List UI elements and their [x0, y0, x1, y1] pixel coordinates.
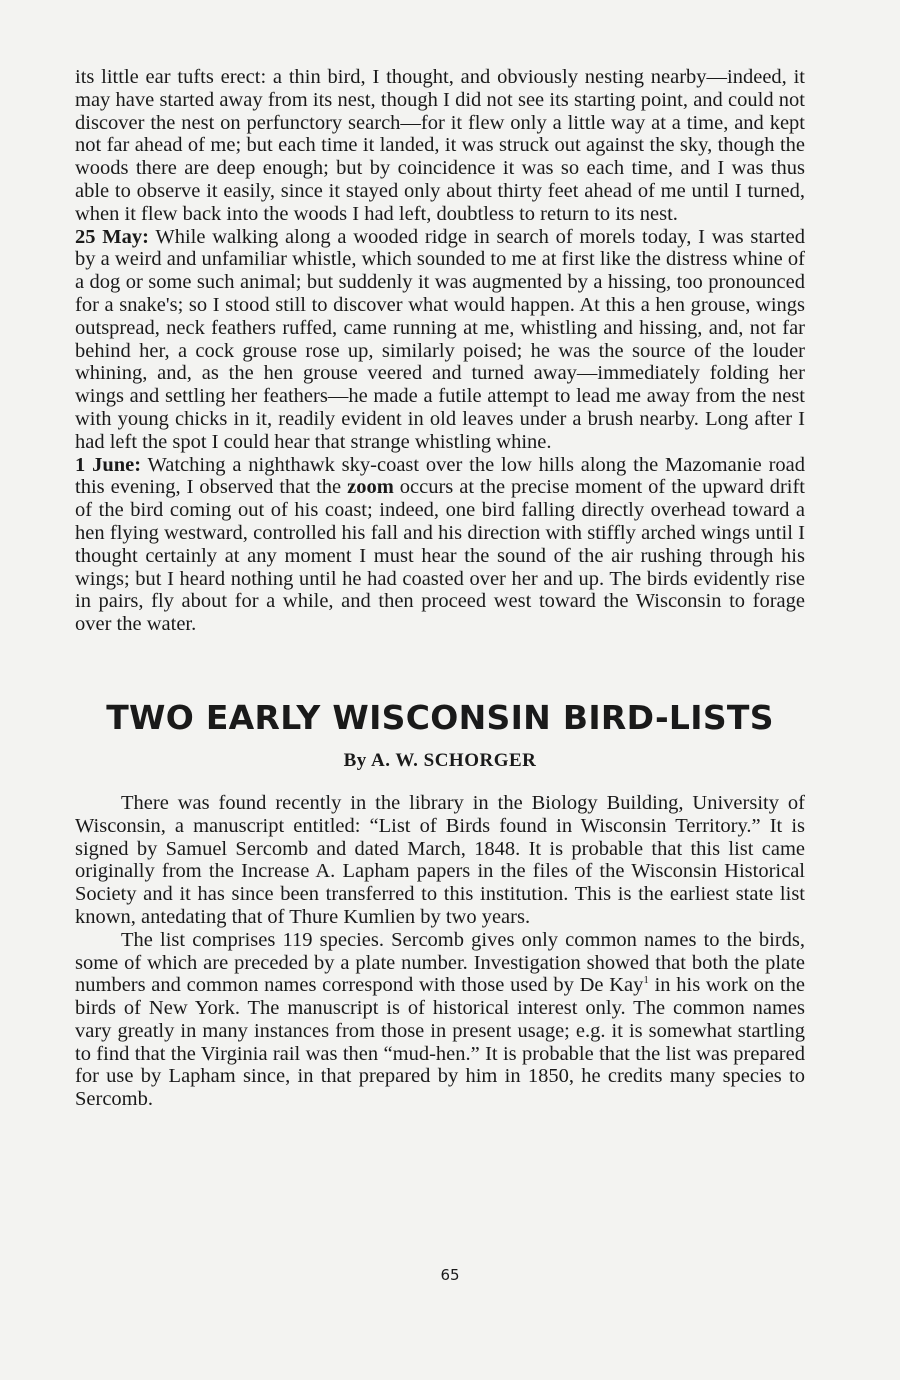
entry-text: Watching a nighthawk sky-coast over the low hills along the Mazomanie road this evening, I observed that the: [75, 453, 806, 499]
page-body: [75, 66, 805, 1111]
paragraph-text: The list comprises 119 species. Sercomb gives only common names to the birds, some of which are preceded by a plate number. Investigation showed that both the plate numbers and common names correspond with those used by De Kay: [75, 928, 805, 997]
entry-text: While walking along a wooded ridge in search of morels today, I was started by a weird and unfamiliar whistle, which sounded to me at first like the distress whine of a dog or some such animal; but suddenly it was augmented by a hissing, too pronounced for a snake's; so I stood still to discover what would happen. At this a hen grouse, wings outspread, neck feathers ruffed, came running at me, whistling and hissing, and, not far behind her, a cock grouse rose up, similarly poised; he was the source of the louder whining, and, as the hen grouse veered and turned away—immediately folding her wings and settling her feathers—he made a futile attempt to lead me away from the nest with young chicks in it, readily evident in old leaves under a brush nearby. Long after I had left the spot I could hear that strange whistling whine.: [75, 225, 805, 453]
journal-entry-1-june: [75, 454, 805, 636]
page-number: 65: [440, 1266, 460, 1284]
article-byline: By A. W. SCHORGER: [343, 749, 537, 771]
entry-text: occurs at the precise moment of the upward drift of the bird coming out of his coast; indeed, one bird falling directly overhead toward a hen flying westward, controlled his fall and his direction with stiffly arched wings until I thought certainly at any moment I must hear the sound of the air rushing through his wings; but I heard nothing until he had coasted over her and up. The birds evidently rise in pairs, fly about for a while, and then proceed west toward the Wisconsin to forage over the water.: [75, 476, 805, 636]
journal-entry-25-may: [75, 226, 805, 454]
article-paragraph-1: There was found recently in the library in the Biology Building, University of Wisconsin, a manuscript entitled: “List of Birds found in Wisconsin Territory.” It is signed by Samuel Sercomb and dated March, 1848. It is probable that this list came originally from the Increase A. Lapham papers in the files of the Wisconsin Historical Society and it has since been transferred to this institution. This is the earliest state list known, antedating that of Thure Kumlien by two years.: [75, 791, 805, 928]
paragraph-text: in his work on the birds of New York. The manuscript is of historical interest only. The common names vary greatly in many instances from those in present usage; e.g. it is somewhat startling to find that the Virginia rail was then “mud-hen.” It is probable that the list was prepared for use by Lapham since, in that prepared by him in 1850, he credits many species to Sercomb.: [75, 974, 805, 1111]
article-paragraph-2: [75, 929, 805, 1111]
emphasis-word: zoom: [347, 476, 394, 499]
article-title: TWO EARLY WISCONSIN BIRD-LISTS: [106, 697, 774, 737]
entry-date: 1 June:: [75, 453, 142, 476]
entry-date: 25 May:: [75, 225, 149, 248]
footnote-marker: 1: [643, 974, 649, 987]
continuation-paragraph: its little ear tufts erect: a thin bird, I thought, and obviously nesting nearby—indeed, it may have started away from its nest, though I did not see its starting point, and could not discover the nest on perfunctory search—for it flew only a little way at a time, and kept not far ahead of me; but each time it landed, it was struck out against the sky, though the woods there are deep enough; but by coincidence it was so each time, and I was thus able to observe it easily, since it stayed only about thirty feet ahead of me until I turned, when it flew back into the woods I had left, doubtless to return to its nest.: [75, 66, 805, 225]
